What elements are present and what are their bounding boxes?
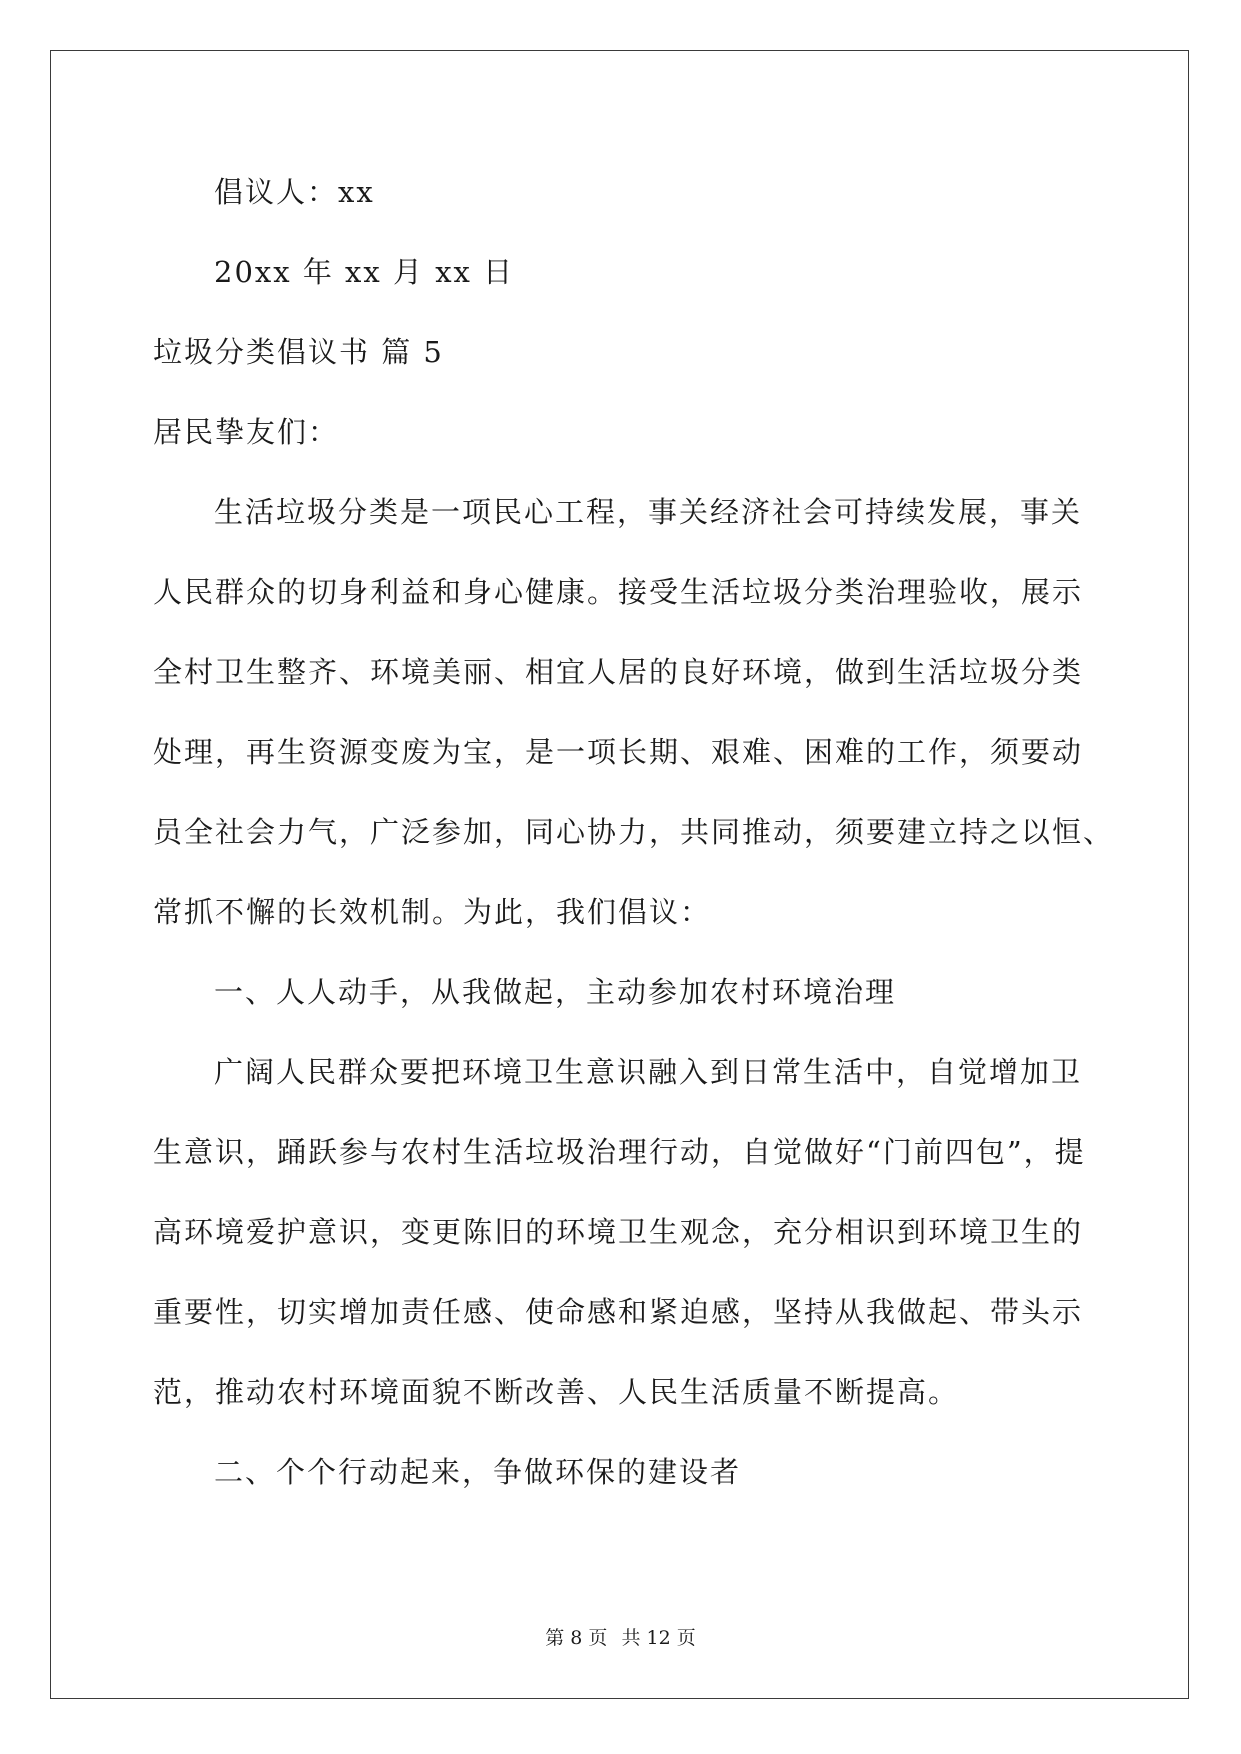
body-line: 生意识，踊跃参与农村生活垃圾治理行动，自觉做好“门前四包”，提 bbox=[153, 1135, 1086, 1169]
signer-line: 倡议人：xx bbox=[214, 175, 375, 209]
body-line: 人民群众的切身利益和身心健康。接受生活垃圾分类治理验收，展示 bbox=[153, 575, 1084, 609]
subheading-2: 二、个个行动起来，争做环保的建设者 bbox=[214, 1455, 742, 1489]
body-line: 处理，再生资源变废为宝，是一项长期、艰难、困难的工作，须要动 bbox=[153, 735, 1084, 769]
subheading-1: 一、人人动手，从我做起，主动参加农村环境治理 bbox=[214, 975, 897, 1009]
page-total: 共 12 页 bbox=[621, 1627, 696, 1649]
body-line: 生活垃圾分类是一项民心工程，事关经济社会可持续发展，事关 bbox=[214, 495, 1083, 529]
body-line: 重要性，切实增加责任感、使命感和紧迫感，坚持从我做起、带头示 bbox=[153, 1295, 1084, 1329]
body-line: 高环境爱护意识，变更陈旧的环境卫生观念，充分相识到环境卫生的 bbox=[153, 1215, 1084, 1249]
date-line: 20xx 年 xx 月 xx 日 bbox=[214, 255, 515, 289]
section-title: 垃圾分类倡议书 篇 5 bbox=[153, 335, 444, 369]
page-number: 第 8 页 bbox=[545, 1627, 608, 1649]
salutation: 居民挚友们： bbox=[153, 415, 340, 449]
page-footer bbox=[0, 1626, 1241, 1650]
body-line: 全村卫生整齐、环境美丽、相宜人居的良好环境，做到生活垃圾分类 bbox=[153, 655, 1084, 689]
body-line: 广阔人民群众要把环境卫生意识融入到日常生活中，自觉增加卫 bbox=[214, 1055, 1083, 1089]
body-line: 范，推动农村环境面貌不断改善、人民生活质量不断提高。 bbox=[153, 1375, 960, 1409]
body-line: 员全社会力气，广泛参加，同心协力，共同推动，须要建立持之以恒、 bbox=[153, 815, 1115, 849]
body-line: 常抓不懈的长效机制。为此，我们倡议： bbox=[153, 895, 712, 929]
